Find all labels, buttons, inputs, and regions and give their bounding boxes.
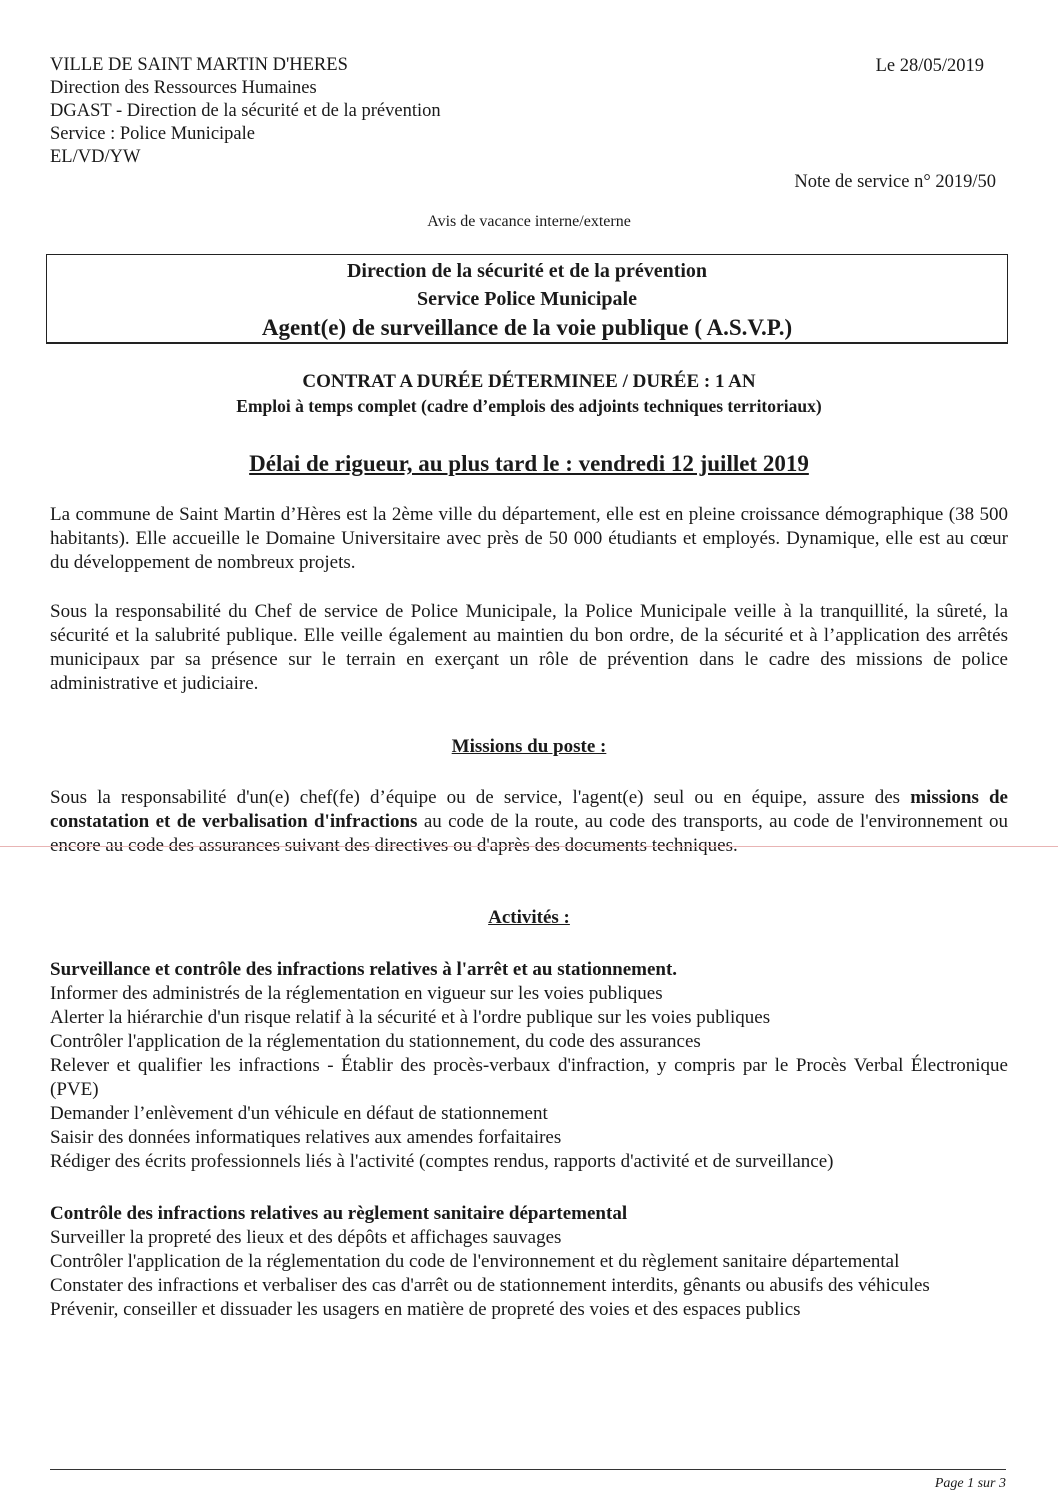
- list-item: Prévenir, conseiller et dissuader les usagers en matière de propreté des voies et des espaces publics: [50, 1299, 801, 1320]
- list-item: Constater des infractions et verbaliser des cas d'arrêt ou de stationnement interdits, gênants ou abusifs des véhicules: [50, 1275, 930, 1296]
- contract-type: CONTRAT A DURÉE DÉTERMINEE / DURÉE : 1 AN: [302, 371, 756, 392]
- list-item: Informer des administrés de la réglementation en vigueur sur les voies publiques: [50, 983, 663, 1004]
- activity-group-heading: Surveillance et contrôle des infractions relatives à l'arrêt et au stationnement.: [50, 959, 678, 980]
- service-note-number: Note de service n° 2019/50: [794, 172, 996, 192]
- header-line-city: VILLE DE SAINT MARTIN D'HERES: [50, 55, 348, 75]
- box-service: Service Police Municipale: [417, 288, 637, 310]
- scan-artifact-line: [0, 846, 1058, 847]
- contract-info: [0, 370, 1058, 418]
- header-line-direction: Direction des Ressources Humaines: [50, 78, 317, 98]
- page-number: Page 1 sur 3: [934, 1476, 1006, 1491]
- activity-group-heading: Contrôle des infractions relatives au règlement sanitaire départemental: [50, 1203, 628, 1224]
- activity-group-sanitary: [50, 1202, 1008, 1322]
- activities-heading: Activités :: [488, 907, 570, 928]
- list-item: Relever et qualifier les infractions - Établir des procès-verbaux d'infraction, y compris par le Procès Verbal Électronique (PVE): [50, 1055, 1008, 1100]
- list-item: Saisir des données informatiques relatives aux amendes forfaitaires: [50, 1127, 562, 1148]
- list-item: Demander l’enlèvement d'un véhicule en défaut de stationnement: [50, 1103, 548, 1124]
- list-item: Contrôler l'application de la réglementation du code de l'environnement et du règlement sanitaire départemental: [50, 1251, 900, 1272]
- missions-paragraph: [50, 786, 1008, 858]
- box-direction: Direction de la sécurité et de la prévention: [346, 260, 708, 282]
- sender-header: [50, 54, 570, 169]
- list-item: Contrôler l'application de la réglementation du stationnement, du code des assurances: [50, 1031, 701, 1052]
- missions-text-bold: missions de constatation et de verbalisation d'infractions: [50, 787, 1008, 832]
- missions-text-before: Sous la responsabilité d'un(e) chef(fe) d’équipe ou de service, l'agent(e) seul ou en équipe, assure des: [50, 787, 911, 808]
- missions-heading: Missions du poste :: [451, 736, 607, 757]
- missions-text-after: au code de la route, au code des transports, au code de l'environnement ou encore au code des assurances suivant des directives ou d'après des documents techniques.: [50, 811, 1008, 856]
- header-line-service: Service : Police Municipale: [50, 124, 255, 144]
- box-job-title: Agent(e) de surveillance de la voie publique ( A.S.V.P.): [261, 315, 793, 340]
- activity-group-parking: [50, 958, 1008, 1174]
- list-item: Surveiller la propreté des lieux et des dépôts et affichages sauvages: [50, 1227, 562, 1248]
- list-item: Rédiger des écrits professionnels liés à l'activité (comptes rendus, rapports d'activité et de surveillance): [50, 1151, 834, 1172]
- employment-type: Emploi à temps complet (cadre d’emplois des adjoints techniques territoriaux): [236, 396, 822, 416]
- deadline: Délai de rigueur, au plus tard le : vendredi 12 juillet 2019: [249, 451, 809, 476]
- document-date: Le 28/05/2019: [875, 56, 984, 76]
- list-item: Alerter la hiérarchie d'un risque relatif à la sécurité et à l'ordre publique sur les voies publiques: [50, 1007, 771, 1028]
- intro-paragraph-police: Sous la responsabilité du Chef de service de Police Municipale, la Police Municipale veille à la tranquillité, la sûreté, la sécurité et la salubrité publique. Elle veille également au maintien du bon ordre, de la sécurité et à l’application des arrêtés municipaux par sa présence sur le terrain en exerçant un rôle de prévention dans le cadre des missions de police administrative et judiciaire.: [50, 601, 1008, 694]
- job-title-box: [46, 254, 1008, 344]
- vacancy-notice-label: Avis de vacance interne/externe: [427, 213, 631, 230]
- header-line-dgast: DGAST - Direction de la sécurité et de la prévention: [50, 101, 441, 121]
- header-line-reference: EL/VD/YW: [50, 147, 141, 167]
- intro-paragraph-commune: La commune de Saint Martin d’Hères est la 2ème ville du département, elle est en pleine croissance démographique (38 500 habitants). Elle accueille le Domaine Universitaire avec près de 50 000 étudiants et employés. Dynamique, elle est au cœur du développement de nombreux projets.: [50, 504, 1008, 573]
- footer-divider: [50, 1469, 1006, 1470]
